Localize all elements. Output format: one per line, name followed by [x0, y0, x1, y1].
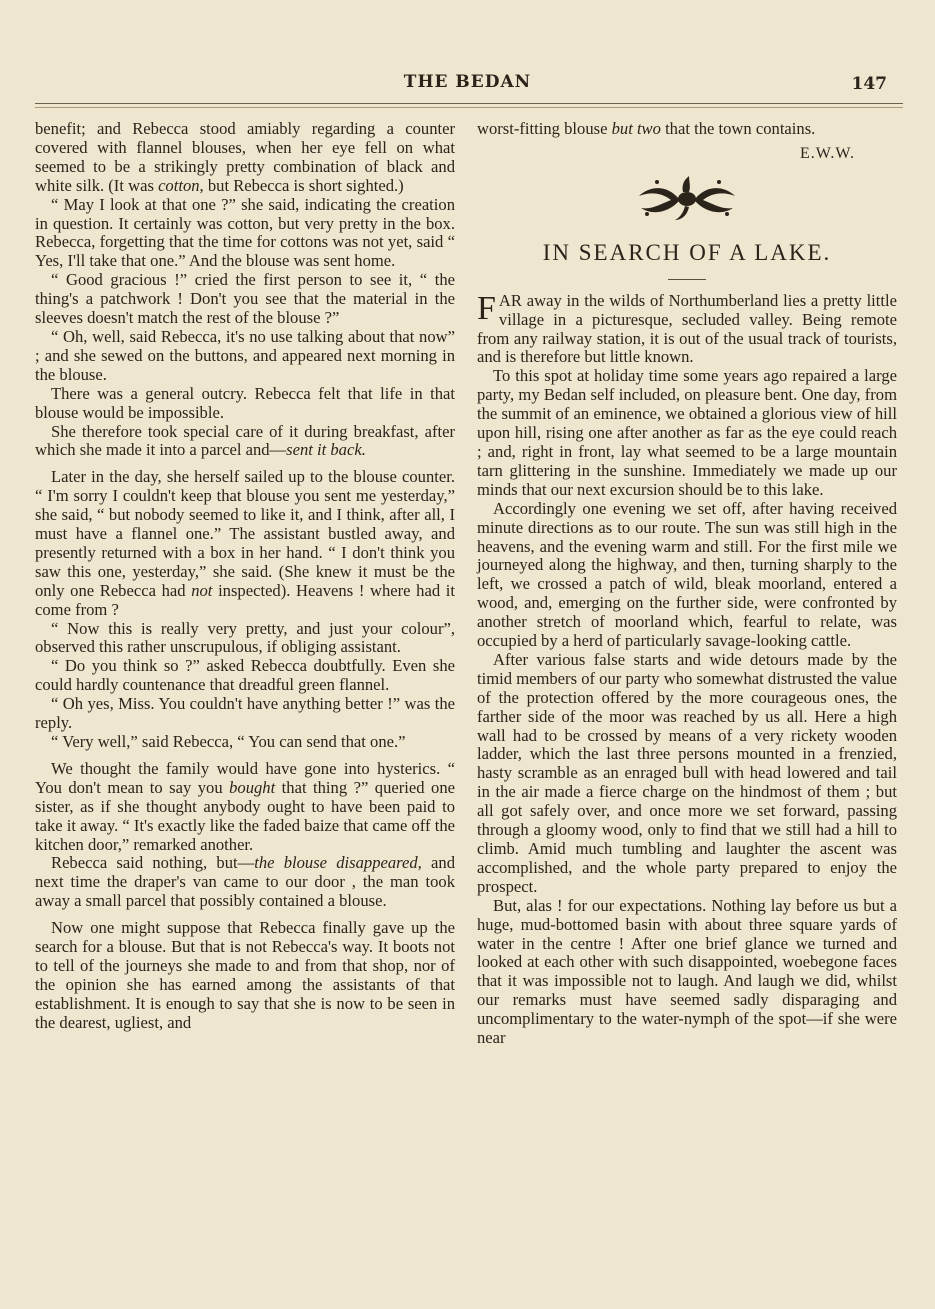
fleuron-ornament-icon — [627, 174, 747, 224]
paragraph — [35, 120, 455, 196]
text-run: “ Very well,” said Rebecca, “ You can send that one.” — [51, 732, 406, 751]
text-run: There was a general outcry. Rebecca felt that life in that blouse would be impossible. — [35, 383, 455, 422]
paragraph — [35, 760, 455, 855]
text-run: AR — [498, 290, 522, 310]
paragraph — [35, 657, 455, 695]
paragraph — [35, 695, 455, 733]
text-run: worst-fitting blouse — [477, 119, 612, 138]
paragraph — [35, 385, 455, 423]
text-run: She therefore took special care of it during breakfast, after which she made it into a parcel and— — [35, 421, 455, 460]
title-rule — [668, 279, 706, 280]
article-body — [477, 289, 897, 1048]
paragraph — [35, 328, 455, 385]
paragraph — [477, 651, 897, 897]
article-title: IN SEARCH OF A LAKE. — [542, 239, 832, 265]
paragraph — [35, 620, 455, 658]
text-run: “ Now this is really very pretty, and just your colour”, observed this rather unscrupulous, if obliging assistant. — [35, 618, 455, 657]
text-run: that thing ?” queried one sister, as if she thought anybody ought to have been paid to take it away. “ It's exactly like the faded baize that came off the kitchen door,” remarked another. — [35, 777, 455, 854]
text-run: that the town contains. — [660, 119, 816, 138]
right-column — [477, 120, 897, 1048]
text-run: Accordingly one evening we set off, after having received minute directions as to our route. The sun was still high in the heavens, and the evening warm and still. For the first mile we journeyed along the highway, and then, turning sharply to the left, we crossed a patch of wild, bleak moorland, entered a wood, and, emerging on the further side, were confronted by another stretch of moorland which, fearful to relate, was occupied by a herd of particularly savage-looking cattle. — [477, 498, 897, 651]
running-head: THE BEDAN — [403, 72, 532, 92]
italic-text: the blouse disappeared, — [254, 853, 422, 873]
text-run: benefit; and Rebecca stood amiably regarding a counter covered with flannel blouses, when her eye fell on what seemed to be a strikingly pretty combination of black and white silk. (It was — [35, 119, 455, 195]
author-signature: E.W.W. — [799, 144, 855, 162]
text-run: “ Oh, well, said Rebecca, it's no use talking about that now” ; and she sewed on the buttons, and appeared next morning in the blouse. — [35, 326, 455, 384]
paragraph — [35, 423, 455, 461]
text-run: We thought the family would have gone into hysterics. “ You don't mean to say you — [35, 758, 455, 797]
left-column — [35, 120, 455, 1033]
paragraph — [35, 468, 455, 619]
text-run: “ Do you think so ?” asked Rebecca doubtfully. Even she could hardly countenance that dreadful green flannel. — [35, 656, 455, 695]
continued-text — [477, 120, 897, 139]
text-run: “ Good gracious !” cried the first person to see it, “ the thing's a patchwork ! Don't you see that the material in the sleeves doesn't match the rest of the blouse ?” — [35, 270, 455, 328]
paragraph — [477, 367, 897, 499]
text-run: To this spot at holiday time some years ago repaired a large party, my Bedan self included, on pleasure bent. One day, from the summit of an eminence, we obtained a glorious view of hill upon hill, rising one after another as far as the eye could reach ; and, right in front, lay what seemed to be a large mountain tarn glittering in the sunshine. Immediately we made up our minds that our next excursion should be to this lake. — [477, 366, 897, 499]
italic-text: cotton — [158, 175, 200, 195]
italic-text: but two — [611, 119, 661, 138]
drop-cap: F — [477, 289, 496, 327]
paragraph — [35, 196, 455, 272]
text-run: “ Oh yes, Miss. You couldn't have anything better !” was the reply. — [35, 694, 455, 733]
italic-text: bought — [229, 777, 276, 797]
header-rule — [35, 103, 903, 104]
paragraph — [477, 500, 897, 651]
text-run: Now one might suppose that Rebecca finally gave up the search for a blouse. But that is not Rebecca's way. It boots not to tell of the journeys she made to and from that shop, nor of the opinion she has earned among the assistants of that establishment. It is enough to say that she is now to be seen in the dearest, ugliest, and — [35, 918, 455, 1032]
paragraph — [477, 897, 897, 1048]
header-rule-secondary — [35, 107, 903, 108]
text-run: and next time the draper's van came to our door , the man took away a small parcel that possibly contained a blouse. — [35, 853, 455, 911]
paragraph — [477, 120, 897, 139]
paragraph — [477, 289, 897, 368]
paragraph — [35, 919, 455, 1032]
text-run: After various false starts and wide detours made by the timid members of our party who somewhat distrusted the value of the protection offered by the more courageous ones, the farther side of the moor was reached by us all. Here a high wall had to be crossed by means of a very rickety wooden ladder, which the last three persons mounted in a frenzied, hasty scramble as an enraged bull with head lowered and tail in the air made a fierce charge on the hindmost of them ; but all got safely over, and once more we set forward, passing through a gloomy wood, only to find that we still had a hill to climb. Amid much tumbling and laughter the ascent was accomplished, and the whole party prepared to enjoy the prospect. — [477, 649, 897, 896]
text-run: “ May I look at that one ?” she said, indicating the creation in question. It certainly was cotton, but very pretty in the box. Rebecca, forgetting that the time for cottons was not yet, said “ Yes, I'll take that one.” And the blouse was sent home. — [35, 194, 455, 271]
italic-text: not — [191, 580, 213, 600]
text-run: , but Rebecca is short sighted.) — [199, 175, 404, 195]
text-run: away in the wilds of Northumberland lies a pretty little village in a picturesque, secluded valley. Being remote from any railway station, it is out of the usual track of tourists, and is therefore but little known. — [477, 290, 897, 367]
page-header — [0, 66, 935, 96]
page-number: 147 — [851, 74, 887, 94]
text-run: Later in the day, she herself sailed up to the blouse counter. “ I'm sorry I couldn't keep that blouse you sent me yesterday,” she said, “ but nobody seemed to like it, and I think, after all, I must have a flannel one.” The assistant bustled away, and presently returned with a box in her hand. “ I don't think you saw this one, yesterday,” she said. (She knew it must be the only one Rebecca had — [35, 467, 455, 600]
paragraph — [35, 271, 455, 328]
text-run: Rebecca said nothing, but— — [51, 853, 255, 873]
paragraph — [35, 733, 455, 752]
text-run: But, alas ! for our expectations. Nothing lay before us but a huge, mud-bottomed basin with about three square yards of water in the centre ! After one brief glance we turned and looked at each other with such disappointed, woebegone faces that it was impossible not to laugh. And laugh we did, whilst our remarks must have seemed sadly disparaging and uncomplimentary to the water-nymph of the spot—if she were near — [477, 895, 897, 1048]
paragraph — [35, 854, 455, 911]
text-run: inspected). Heavens ! where had it come from ? — [35, 580, 456, 619]
italic-text: sent it back. — [286, 440, 366, 460]
